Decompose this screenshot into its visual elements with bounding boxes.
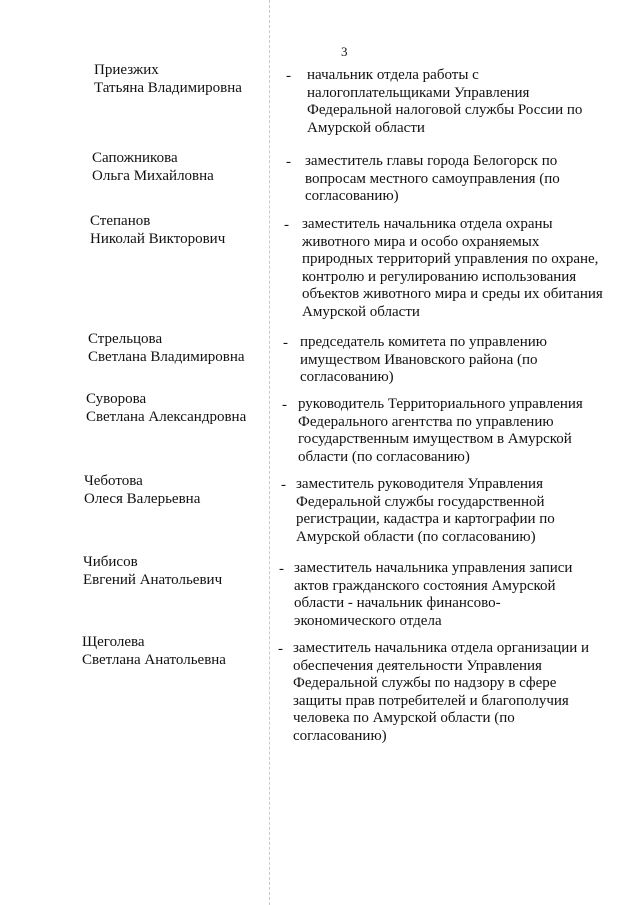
position-line: имуществом Ивановского района (по	[300, 351, 538, 368]
member-given-name: Олеся Валерьевна	[84, 491, 201, 507]
member-given-name: Светлана Анатольевна	[82, 652, 226, 668]
member-name	[84, 472, 200, 508]
position-line: Федеральной налоговой службы России по	[307, 102, 583, 119]
position-line: защиты прав потребителей и благополучия	[293, 692, 569, 709]
position-line: заместитель главы города Белогорск по	[305, 153, 558, 169]
member-position	[302, 216, 612, 322]
list-dash: -	[278, 641, 283, 657]
member-position	[296, 476, 606, 546]
member-given-name: Ольга Михайловна	[92, 168, 214, 184]
position-line: вопросам местного самоуправления (по	[305, 170, 560, 187]
position-line: Амурской области	[307, 119, 425, 136]
member-given-name: Николай Викторович	[90, 231, 226, 247]
position-line: Федеральной службы государственной	[296, 493, 545, 510]
position-line: животного мира и особо охраняемых	[302, 233, 540, 250]
position-line: области - начальник финансово-	[294, 595, 501, 612]
member-surname: Чибисов	[83, 554, 138, 570]
member-position	[293, 640, 603, 746]
position-line: экономического отдела	[294, 612, 442, 629]
member-name	[88, 330, 245, 366]
list-dash: -	[286, 154, 291, 170]
member-position	[300, 334, 610, 387]
position-line: человека по Амурской области (по	[293, 710, 515, 727]
position-line: руководитель Территориального управления	[298, 396, 583, 412]
member-surname: Приезжих	[94, 62, 159, 78]
position-line: председатель комитета по управлению	[300, 334, 547, 350]
position-line: обеспечения деятельности Управления	[293, 657, 542, 674]
position-line: заместитель начальника управления записи	[294, 560, 573, 576]
position-line: природных территорий управления по охране,	[302, 251, 599, 268]
member-name	[86, 390, 246, 426]
member-name	[82, 633, 226, 669]
list-dash: -	[282, 397, 287, 413]
member-name	[94, 61, 242, 97]
list-dash: -	[286, 68, 291, 84]
page-fold-line	[269, 0, 270, 905]
position-line: Амурской области	[302, 303, 420, 320]
member-name	[92, 149, 214, 185]
member-position	[305, 153, 615, 206]
member-position	[307, 67, 617, 137]
member-surname: Чеботова	[84, 473, 143, 489]
position-line: объектов животного мира и среды их обитания	[302, 286, 603, 303]
position-line: контролю и регулированию использования	[302, 268, 577, 285]
member-given-name: Евгений Анатольевич	[83, 572, 223, 588]
position-line: регистрации, кадастра и картографии по	[296, 511, 555, 528]
position-line: начальник отдела работы с	[307, 67, 479, 83]
member-position	[298, 396, 608, 466]
position-line: согласованию)	[300, 369, 394, 386]
member-position	[294, 560, 604, 630]
position-line: заместитель начальника отдела организации и	[293, 640, 590, 656]
list-dash: -	[283, 335, 288, 351]
list-dash: -	[281, 477, 286, 493]
position-line: согласованию)	[305, 188, 399, 205]
position-line: актов гражданского состояния Амурской	[294, 577, 556, 594]
position-line: налогоплательщиками Управления	[307, 84, 530, 101]
position-line: заместитель начальника отдела охраны	[302, 216, 553, 232]
position-line: Федерального агентства по управлению	[298, 413, 554, 430]
member-given-name: Светлана Александровна	[86, 409, 247, 425]
member-surname: Щеголева	[82, 634, 145, 650]
position-line: согласованию)	[293, 727, 387, 744]
member-given-name: Татьяна Владимировна	[94, 80, 242, 96]
page-number: 3	[341, 44, 348, 59]
member-name	[90, 212, 225, 248]
member-surname: Степанов	[90, 213, 151, 229]
position-line: Амурской области (по согласованию)	[296, 528, 536, 545]
position-line: государственным имуществом в Амурской	[298, 431, 572, 448]
member-surname: Стрельцова	[88, 331, 163, 347]
list-dash: -	[279, 561, 284, 577]
position-line: области (по согласованию)	[298, 448, 470, 465]
member-surname: Суворова	[86, 391, 147, 407]
member-surname: Сапожникова	[92, 150, 178, 166]
list-dash: -	[284, 217, 289, 233]
position-line: Федеральной службы по надзору в сфере	[293, 675, 557, 692]
position-line: заместитель руководителя Управления	[296, 476, 543, 492]
member-given-name: Светлана Владимировна	[88, 349, 245, 365]
member-name	[83, 553, 222, 589]
